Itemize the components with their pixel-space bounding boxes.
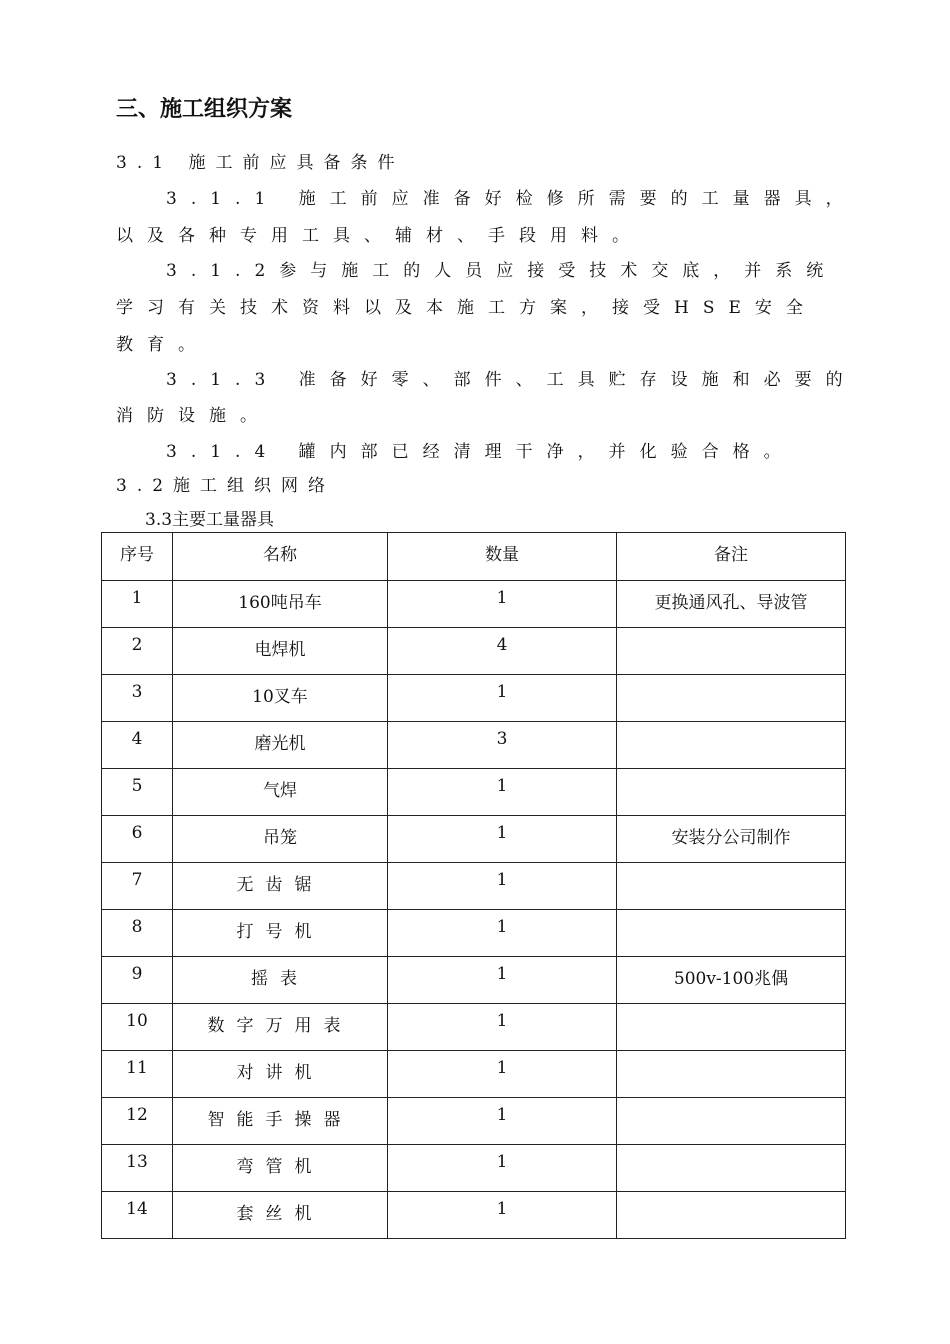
cell-qty: 1 — [388, 1051, 617, 1098]
cell-name: 磨光机 — [173, 722, 388, 769]
cell-name: 智能手操器 — [173, 1098, 388, 1145]
cell-name: 对讲机 — [173, 1051, 388, 1098]
cell-note — [617, 1145, 846, 1192]
cell-qty: 1 — [388, 957, 617, 1004]
cell-note: 500v-100兆偶 — [617, 957, 846, 1004]
cell-note — [617, 628, 846, 675]
cell-no: 5 — [102, 769, 173, 816]
cell-note — [617, 769, 846, 816]
subsection-3-1-title: 3.1 施工前应具备条件 — [116, 153, 405, 173]
cell-no: 10 — [102, 1004, 173, 1051]
cell-no: 11 — [102, 1051, 173, 1098]
cell-qty: 1 — [388, 1192, 617, 1239]
para-3-1-3-line2: 消防设施。 — [116, 406, 271, 426]
table-row — [102, 581, 846, 628]
para-3-1-3-line1: 3.1.3 准备好零、部件、工具贮存设施和必要的 — [166, 370, 857, 390]
cell-qty: 1 — [388, 1145, 617, 1192]
table-row — [102, 1051, 846, 1098]
table-row — [102, 816, 846, 863]
cell-no: 9 — [102, 957, 173, 1004]
cell-note: 安装分公司制作 — [617, 816, 846, 863]
cell-qty: 1 — [388, 816, 617, 863]
cell-name: 电焊机 — [173, 628, 388, 675]
para-3-1-1-line2: 以及各种专用工具、辅材、手段用料。 — [116, 226, 643, 246]
cell-qty: 1 — [388, 910, 617, 957]
cell-qty: 3 — [388, 722, 617, 769]
cell-no: 4 — [102, 722, 173, 769]
table-row — [102, 1145, 846, 1192]
cell-no: 7 — [102, 863, 173, 910]
cell-name: 摇表 — [173, 957, 388, 1004]
cell-note — [617, 910, 846, 957]
cell-name: 数字万用表 — [173, 1004, 388, 1051]
cell-qty: 1 — [388, 863, 617, 910]
cell-no: 1 — [102, 581, 173, 628]
cell-note — [617, 863, 846, 910]
section-heading: 三、施工组织方案 — [116, 97, 293, 122]
cell-no: 8 — [102, 910, 173, 957]
table-row — [102, 769, 846, 816]
cell-name: 无齿锯 — [173, 863, 388, 910]
cell-note: 更换通风孔、导波管 — [617, 581, 846, 628]
table-header-row — [102, 533, 846, 581]
table-row — [102, 675, 846, 722]
cell-no: 13 — [102, 1145, 173, 1192]
cell-note — [617, 1004, 846, 1051]
cell-no: 14 — [102, 1192, 173, 1239]
cell-no: 6 — [102, 816, 173, 863]
cell-name: 弯管机 — [173, 1145, 388, 1192]
cell-qty: 4 — [388, 628, 617, 675]
header-no: 序号 — [102, 533, 173, 581]
para-3-1-2-line2: 学习有关技术资料以及本施工方案，接受HSE安全 — [116, 298, 817, 318]
header-qty: 数量 — [388, 533, 617, 581]
cell-qty: 1 — [388, 1098, 617, 1145]
table-row — [102, 910, 846, 957]
cell-note — [617, 1192, 846, 1239]
cell-no: 2 — [102, 628, 173, 675]
header-note: 备注 — [617, 533, 846, 581]
para-3-1-4-line1: 3.1.4 罐内部已经清理干净，并化验合格。 — [166, 442, 795, 462]
table-row — [102, 1004, 846, 1051]
cell-name: 10叉车 — [173, 675, 388, 722]
para-3-1-2-line1: 3.1.2参与施工的人员应接受技术交底，并系统 — [166, 261, 838, 281]
para-3-1-2-line3: 教育。 — [116, 335, 209, 355]
table-row — [102, 628, 846, 675]
cell-qty: 1 — [388, 581, 617, 628]
table-row — [102, 957, 846, 1004]
cell-no: 3 — [102, 675, 173, 722]
cell-qty: 1 — [388, 1004, 617, 1051]
header-name: 名称 — [173, 533, 388, 581]
table-row — [102, 863, 846, 910]
cell-name: 160吨吊车 — [173, 581, 388, 628]
cell-name: 打号机 — [173, 910, 388, 957]
cell-note — [617, 1098, 846, 1145]
table-row — [102, 722, 846, 769]
cell-qty: 1 — [388, 769, 617, 816]
table-row — [102, 1098, 846, 1145]
subsection-3-3-title: 3.3主要工量器具 — [145, 510, 275, 530]
cell-name: 吊笼 — [173, 816, 388, 863]
cell-note — [617, 722, 846, 769]
cell-note — [617, 1051, 846, 1098]
subsection-3-2-title: 3.2施工组织网络 — [116, 476, 336, 496]
cell-no: 12 — [102, 1098, 173, 1145]
cell-name: 套丝机 — [173, 1192, 388, 1239]
table-row — [102, 1192, 846, 1239]
cell-qty: 1 — [388, 675, 617, 722]
para-3-1-1-line1: 3.1.1 施工前应准备好检修所需要的工量器具， — [166, 189, 857, 209]
cell-name: 气焊 — [173, 769, 388, 816]
tools-table — [101, 532, 846, 1239]
cell-note — [617, 675, 846, 722]
